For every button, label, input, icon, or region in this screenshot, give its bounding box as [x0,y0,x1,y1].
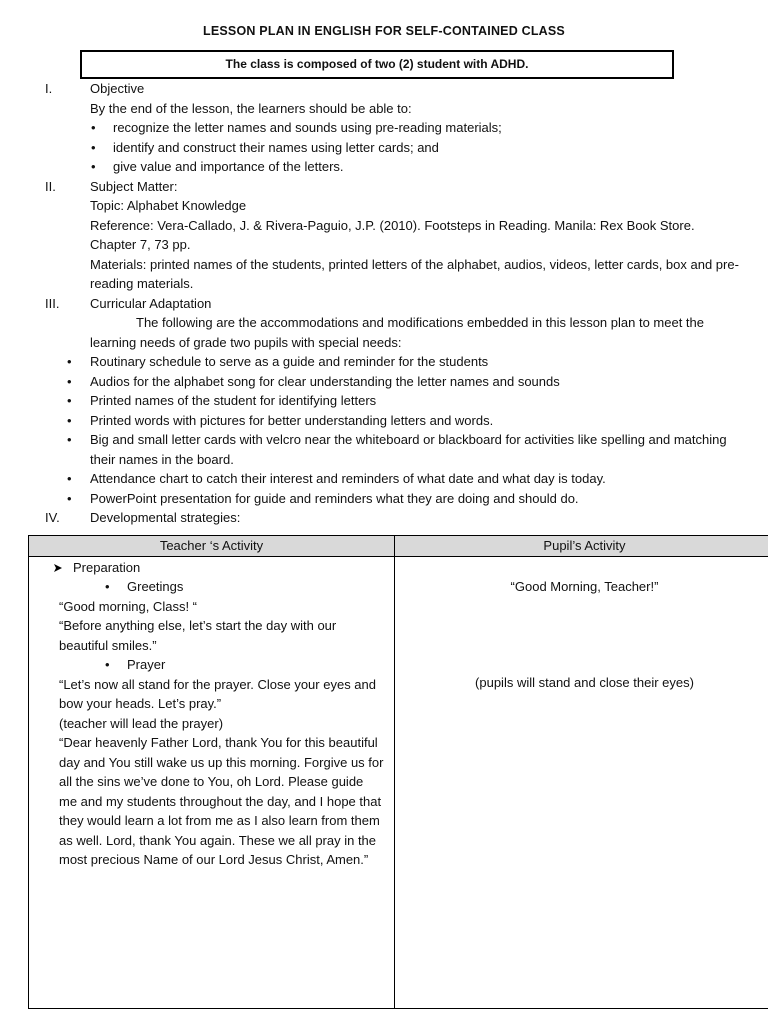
pupil-activity-cell [395,556,768,1009]
list-item: • Audios for the alphabet song for clear understanding the letter names and sounds [0,372,768,392]
section-objective-heading [0,79,768,99]
arrow-bullet-icon [53,558,63,578]
list-item: • recognize the letter names and sounds using pre-reading materials; [0,118,768,138]
teacher-activity-header: Teacher ‘s Activity [29,536,395,557]
table-header-row [29,536,768,557]
teacher-line: (teacher will lead the prayer) [59,715,224,731]
teacher-line: “Good morning, Class! “ [59,598,197,614]
adaptation-intro: The following are the accommodations and modifications embedded in this lesson plan to meet the learning needs of grade two pupils with special needs: [90,315,704,350]
prayer-label: • Prayer [39,655,384,675]
objective-list [0,118,768,177]
section-number: II. [45,178,56,194]
pupil-prayer-response: (pupils will stand and close their eyes) [475,675,694,690]
objective-intro: By the end of the lesson, the learners should be able to: [90,100,412,116]
list-item: • identify and construct their names using letter cards; and [0,138,768,158]
table-row [29,556,768,1009]
class-composition-box: The class is composed of two (2) student with ADHD. [80,50,674,79]
reference-line: Reference: Vera-Callado, J. & Rivera-Paguio, J.P. (2010). Footsteps in Reading. Manila: Rex Book Store. Chapter 7, 73 pp. [90,217,695,252]
topic-line: Topic: Alphabet Knowledge [90,198,247,213]
list-item: • Routinary schedule to serve as a guide and reminder for the students [0,352,768,372]
lesson-body [0,79,768,528]
section-number: III. [45,295,60,311]
list-item: • Attendance chart to catch their interest and reminders of what date and what day is today. [0,469,768,489]
preparation-label: Preparation [73,559,141,575]
teacher-line: “Let’s now all stand for the prayer. Close your eyes and bow your heads. Let’s pray.” [59,676,376,711]
materials-line: Materials: printed names of the students, printed letters of the alphabet, audios, videos, letter cards, box and pre-reading materials. [90,256,739,291]
section-developmental-heading [0,508,768,528]
section-subject-matter-heading [0,177,768,197]
greetings-label: • Greetings [39,577,384,597]
adaptation-list [0,352,768,508]
preparation-heading [39,558,384,578]
section-title: Objective [90,81,145,96]
section-number: IV. [45,510,60,525]
section-title: Curricular Adaptation [90,295,212,311]
section-title: Developmental strategies: [90,510,241,525]
teacher-line: “Before anything else, let’s start the day with our beautiful smiles.” [59,618,337,653]
teacher-activity-cell [29,556,395,1009]
document-title: LESSON PLAN IN ENGLISH FOR SELF-CONTAINED CLASS [203,24,565,38]
teacher-line: “Dear heavenly Father Lord, thank You for this beautiful day and You still wake us up this morning. Forgive us for all the sins we’ve done to You, oh Lord. Please guide me and my students throughout the day, and I hope that they would learn a lot from me as I also learn from them as well. Lord, thank You again. These we all pray in the most precious Name of our Lord Jesus Christ, Amen.” [59,735,384,867]
pupil-activity-header: Pupil’s Activity [395,536,768,557]
list-item: • Printed names of the student for identifying letters [0,391,768,411]
pupil-greeting-response: “Good Morning, Teacher!” [510,578,659,594]
list-item: • PowerPoint presentation for guide and reminders what they are doing and should do. [0,489,768,509]
section-number: I. [45,81,53,96]
list-item: • give value and importance of the letters. [0,157,768,177]
section-title: Subject Matter: [90,178,178,194]
list-item: • Big and small letter cards with velcro near the whiteboard or blackboard for activities like spelling and matching their names in the board. [0,430,768,469]
list-item: • Printed words with pictures for better understanding letters and words. [0,411,768,431]
activity-table [28,535,768,1009]
section-curricular-adaptation-heading [0,294,768,314]
